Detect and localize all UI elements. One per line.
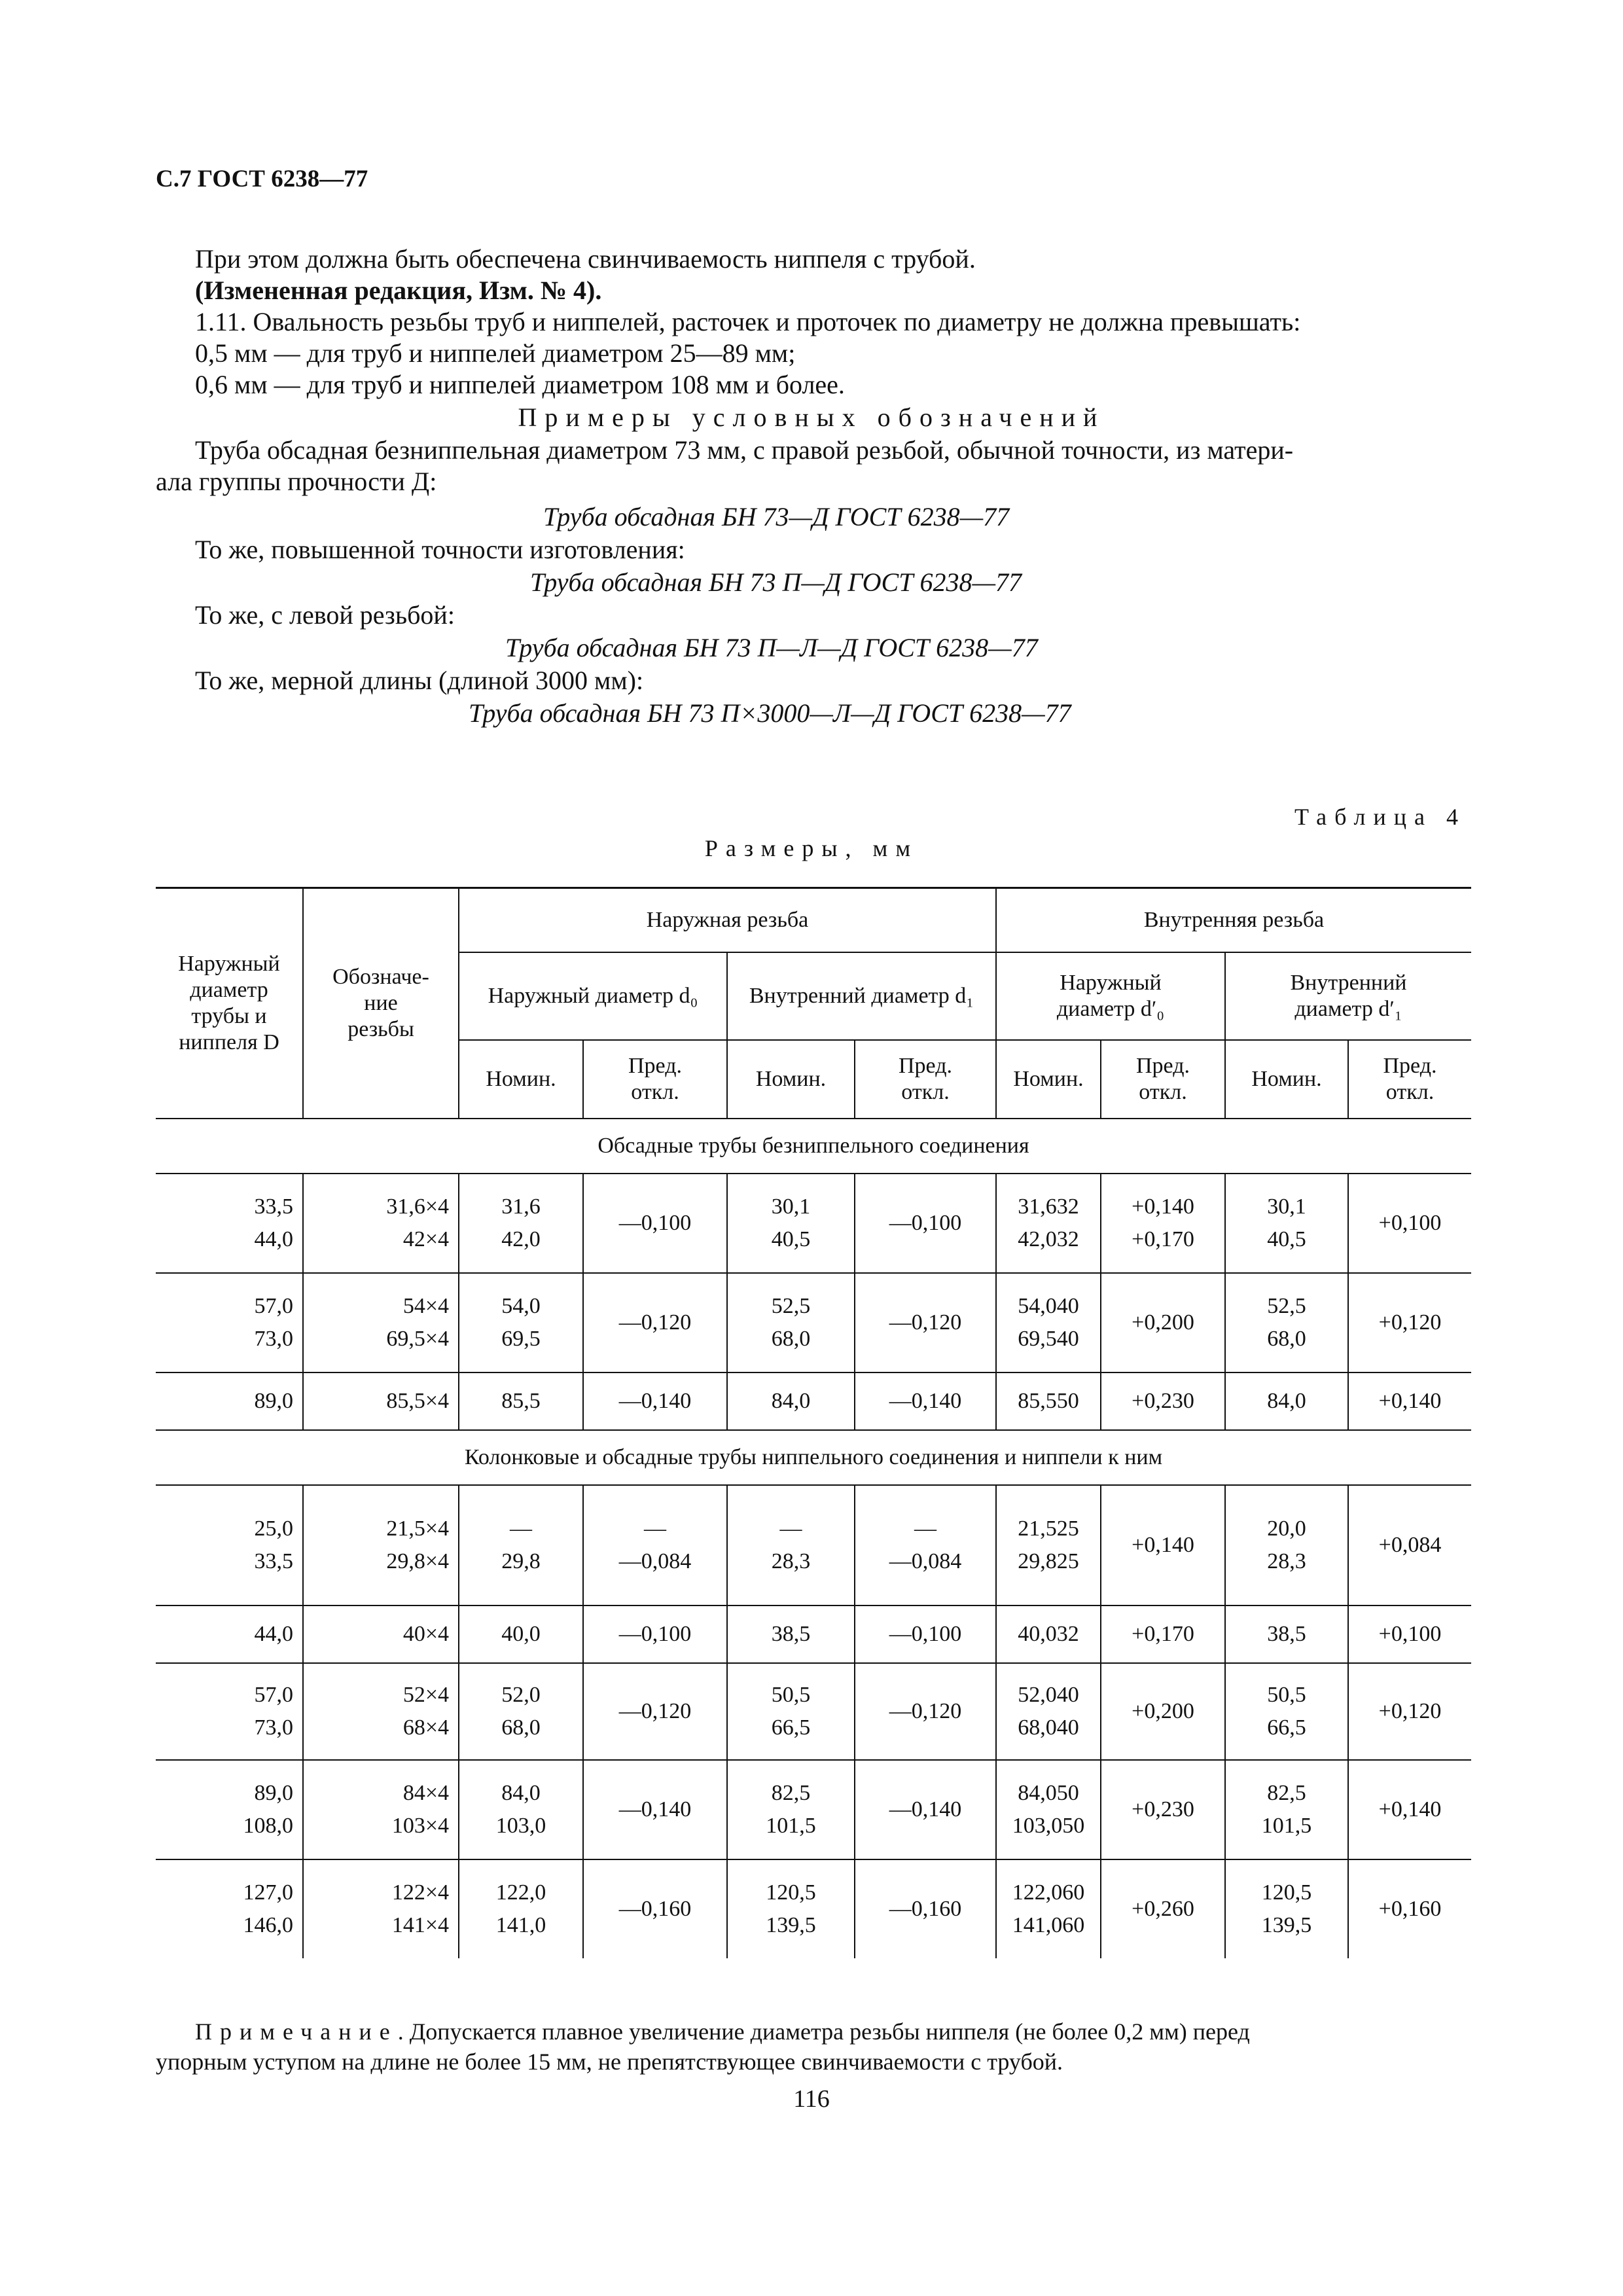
table-cell [1101,1859,1225,1958]
cell-value: 44,0 [254,1227,293,1251]
cell-value: —0,120 [618,1310,692,1335]
intro-line-1: При этом должна быть обеспечена свинчиваемость ниппеля с трубой. [195,244,976,274]
table-cell [1348,1372,1471,1430]
designation-2: Труба обсадная БН 73 П—Д ГОСТ 6238—77 [530,567,1022,597]
cell-value: —0,140 [618,1797,692,1821]
table-cell [996,1663,1101,1760]
cell-value: 52,5 [771,1294,811,1318]
table-cell [1101,1485,1225,1605]
col-header-nom: Номин. [459,1040,583,1119]
cell-value: —0,140 [889,1797,962,1821]
table-cell [583,1372,727,1430]
cell-value: +0,140 [1132,1533,1194,1557]
cell-value: —0,084 [889,1549,962,1573]
table-cell [996,1859,1101,1958]
cell-value: —0,100 [889,1211,962,1235]
cell-value: 73,0 [254,1327,293,1351]
table-cell [727,1174,855,1273]
cell-value: +0,200 [1132,1310,1194,1335]
designation-3: Труба обсадная БН 73 П—Л—Д ГОСТ 6238—77 [505,633,1038,662]
table-section-row [156,1430,1471,1485]
table-cell [583,1663,727,1760]
cell-value: +0,120 [1378,1310,1442,1335]
table-cell [855,1605,996,1663]
table-cell [303,1174,459,1273]
cell-value: 127,0 [243,1880,293,1905]
cell-value: 85,550 [1018,1389,1079,1413]
cell-value: 52,0 [501,1683,541,1707]
cell-value: 33,5 [254,1549,293,1573]
cell-value: 141×4 [391,1913,449,1937]
ovality-limit-2: 0,6 мм — для труб и ниппелей диаметром 108 мм и более. [195,370,845,399]
cell-value: — [779,1516,802,1541]
table-cell [1101,1174,1225,1273]
table-cell [459,1663,583,1760]
note-label: Примечание [195,2018,398,2045]
cell-value: 52,5 [1267,1294,1306,1318]
cell-value: 29,825 [1018,1549,1079,1573]
cell-value: —0,160 [889,1897,962,1921]
table-cell [996,1760,1101,1859]
table-cell [1101,1663,1225,1760]
table-cell [156,1859,303,1958]
col-header-nom: Номин. [996,1040,1101,1119]
table-cell [1348,1859,1471,1958]
cell-value: 73,0 [254,1715,293,1740]
cell-value: —0,084 [618,1549,692,1573]
clause-1-11: 1.11. Овальность резьбы труб и ниппелей, расточек и проточек по диаметру не должна превышать: [195,307,1301,336]
table-cell [459,1605,583,1663]
cell-value: +0,140 [1378,1389,1442,1413]
cell-value: 122×4 [391,1880,449,1905]
cell-value: 50,5 [1267,1683,1306,1707]
table-cell [459,1859,583,1958]
cell-value: 28,3 [771,1549,811,1573]
cell-value: +0,140 [1132,1194,1194,1219]
col-header-thread-designation: Обозначе- ние резьбы [303,888,459,1119]
col-header-pred: Пред. откл. [583,1040,727,1119]
cell-value: 101,5 [766,1814,816,1838]
table-cell [303,1372,459,1430]
table-cell [727,1663,855,1760]
table-cell [459,1760,583,1859]
cell-value: 120,5 [766,1880,816,1905]
table-cell [583,1760,727,1859]
cell-value: 82,5 [771,1781,811,1805]
table-cell [727,1273,855,1372]
table-cell [1225,1760,1348,1859]
table-cell [855,1174,996,1273]
table-cell [156,1605,303,1663]
cell-value: 69,5×4 [386,1327,449,1351]
table-cell [1348,1485,1471,1605]
section-title: Колонковые и обсадные трубы ниппельного соединения и ниппели к ним [156,1430,1471,1485]
cell-value: —0,120 [889,1699,962,1723]
cell-value: 122,0 [495,1880,546,1905]
cell-value: —0,100 [889,1622,962,1646]
cell-value: — [644,1516,666,1541]
cell-value: —0,140 [618,1389,692,1413]
col-header-pred: Пред. откл. [1348,1040,1471,1119]
table-cell [459,1372,583,1430]
cell-value: 89,0 [254,1389,293,1413]
cell-value: 54,040 [1018,1294,1079,1318]
table-cell [583,1485,727,1605]
cell-value: 69,5 [501,1327,541,1351]
cell-value: 68,0 [501,1715,541,1740]
table-cell [156,1760,303,1859]
cell-value: 54×4 [402,1294,449,1318]
cell-value: 57,0 [254,1294,293,1318]
table-row [156,1372,1471,1430]
table-cell [727,1605,855,1663]
table-cell [1348,1174,1471,1273]
designation-1: Труба обсадная БН 73—Д ГОСТ 6238—77 [543,502,1010,531]
table-cell [996,1273,1101,1372]
cell-value: +0,084 [1378,1533,1442,1557]
cell-value: +0,170 [1132,1622,1194,1646]
table-cell [727,1372,855,1430]
cell-value: 20,0 [1267,1516,1306,1541]
table-cell [1348,1663,1471,1760]
cell-value: 40×4 [402,1622,449,1646]
cell-value: 40,5 [771,1227,811,1251]
cell-value: 52×4 [402,1683,449,1707]
table-cell [855,1859,996,1958]
cell-value: 31,632 [1018,1194,1079,1219]
cell-value: 42×4 [402,1227,449,1251]
cell-value: 38,5 [771,1622,811,1646]
col-header-pipe-diameter: Наружный диаметр трубы и ниппеля D [156,888,303,1119]
cell-value: 31,6×4 [386,1194,449,1219]
table-cell [1225,1174,1348,1273]
ovality-limit-1: 0,5 мм — для труб и ниппелей диаметром 25—89 мм; [195,338,796,368]
cell-value: 89,0 [254,1781,293,1805]
cell-value: —0,120 [889,1310,962,1335]
table-row [156,1859,1471,1958]
page-header: С.7 ГОСТ 6238—77 [156,166,368,192]
col-header-outer-thread: Наружная резьба [459,888,996,953]
cell-value: 141,060 [1012,1913,1085,1937]
table-cell [459,1273,583,1372]
table-caption: Размеры, мм [704,835,919,861]
cell-value: 108,0 [243,1814,293,1838]
cell-value: +0,230 [1132,1389,1194,1413]
cell-value: 120,5 [1261,1880,1312,1905]
table-label: Таблица 4 [1294,804,1466,830]
table-cell [156,1663,303,1760]
page-number: 116 [793,2085,830,2113]
table-cell [1225,1273,1348,1372]
table-cell [1101,1273,1225,1372]
cell-value: 44,0 [254,1622,293,1646]
table-cell [303,1760,459,1859]
cell-value: 82,5 [1267,1781,1306,1805]
table-cell [583,1174,727,1273]
table-cell [303,1859,459,1958]
cell-value: 21,5×4 [386,1516,449,1541]
cell-value: 66,5 [1267,1715,1306,1740]
table-cell [855,1273,996,1372]
cell-value: 28,3 [1267,1549,1306,1573]
table-section-row [156,1119,1471,1174]
cell-value: 29,8 [501,1549,541,1573]
cell-value: +0,260 [1132,1897,1194,1921]
cell-value: 101,5 [1261,1814,1312,1838]
cell-value: 84×4 [402,1781,449,1805]
table-row [156,1174,1471,1273]
cell-value: — [510,1516,532,1541]
cell-value: +0,230 [1132,1797,1194,1821]
example-text-3: То же, с левой резьбой: [195,600,455,630]
cell-value: 68×4 [402,1715,449,1740]
table-row [156,1663,1471,1760]
table-cell [583,1859,727,1958]
cell-value: 69,540 [1018,1327,1079,1351]
cell-value: 139,5 [766,1913,816,1937]
table-note [195,2016,1250,2047]
cell-value: 57,0 [254,1683,293,1707]
example-text-1a: Труба обсадная безниппельная диаметром 73 мм, с правой резьбой, обычной точности, из матери- [195,435,1294,465]
col-header-inner-thread: Внутренняя резьба [996,888,1471,953]
cell-value: —0,140 [889,1389,962,1413]
table-cell [727,1760,855,1859]
cell-value: 38,5 [1267,1622,1306,1646]
cell-value: 68,0 [1267,1327,1306,1351]
table-cell [1225,1663,1348,1760]
col-header-pred: Пред. откл. [1101,1040,1225,1119]
note-text-a: . Допускается плавное увеличение диаметра резьбы ниппеля (не более 0,2 мм) перед [397,2018,1250,2045]
table-cell [727,1485,855,1605]
cell-value: 29,8×4 [386,1549,449,1573]
col-header-outer-d1: Внутренний диаметр d₁ [727,952,996,1040]
cell-value: 122,060 [1012,1880,1085,1905]
cell-value: +0,160 [1378,1897,1442,1921]
table-cell [1101,1760,1225,1859]
cell-value: —0,120 [618,1699,692,1723]
cell-value: 33,5 [254,1194,293,1219]
table-cell [1348,1760,1471,1859]
cell-value: +0,120 [1378,1699,1442,1723]
cell-value: +0,100 [1378,1211,1442,1235]
cell-value: 40,0 [501,1622,541,1646]
cell-value: —0,160 [618,1897,692,1921]
table-row [156,1273,1471,1372]
cell-value: —0,100 [618,1211,692,1235]
col-header-inner-d1: Внутренний диаметр d′₁ [1225,952,1471,1040]
cell-value: 139,5 [1261,1913,1312,1937]
table-cell [996,1174,1101,1273]
table-cell [996,1485,1101,1605]
table-cell [1225,1859,1348,1958]
table-cell [156,1273,303,1372]
table-cell [1101,1605,1225,1663]
table-cell [1225,1605,1348,1663]
table-cell [996,1605,1101,1663]
table-cell [303,1273,459,1372]
table-cell [583,1605,727,1663]
section-title: Обсадные трубы безниппельного соединения [156,1119,1471,1174]
col-header-nom: Номин. [1225,1040,1348,1119]
cell-value: 84,0 [1267,1389,1306,1413]
cell-value: —0,100 [618,1622,692,1646]
cell-value: 54,0 [501,1294,541,1318]
table-cell [303,1485,459,1605]
example-text-2: То же, повышенной точности изготовления: [195,535,685,564]
table-cell [156,1372,303,1430]
cell-value: 40,032 [1018,1622,1079,1646]
cell-value: 42,0 [501,1227,541,1251]
table-cell [855,1663,996,1760]
table-cell [1101,1372,1225,1430]
table-cell [855,1485,996,1605]
cell-value: 84,0 [771,1389,811,1413]
cell-value: 103×4 [391,1814,449,1838]
cell-value: +0,200 [1132,1699,1194,1723]
table-cell [583,1273,727,1372]
table-cell [855,1372,996,1430]
table-cell [996,1372,1101,1430]
table-cell [459,1174,583,1273]
table-cell [855,1760,996,1859]
cell-value: 68,040 [1018,1715,1079,1740]
cell-value: 50,5 [771,1683,811,1707]
dimensions-table [156,887,1471,1958]
table-cell [303,1605,459,1663]
cell-value: +0,100 [1378,1622,1442,1646]
cell-value: 66,5 [771,1715,811,1740]
table-cell [1225,1372,1348,1430]
cell-value: 31,6 [501,1194,541,1219]
cell-value: 141,0 [495,1913,546,1937]
example-text-1b: ала группы прочности Д: [156,467,437,496]
cell-value: 52,040 [1018,1683,1079,1707]
note-text-b: упорным уступом на длине не более 15 мм, не препятствующее свинчиваемости с трубой. [156,2049,1063,2075]
cell-value: 30,1 [771,1194,811,1219]
cell-value: +0,170 [1132,1227,1194,1251]
cell-value: — [914,1516,936,1541]
cell-value: 84,0 [501,1781,541,1805]
col-header-pred: Пред. откл. [855,1040,996,1119]
table-cell [156,1485,303,1605]
col-header-outer-d0: Наружный диаметр d₀ [459,952,727,1040]
cell-value: 103,0 [495,1814,546,1838]
cell-value: 21,525 [1018,1516,1079,1541]
table-cell [727,1859,855,1958]
examples-heading: Примеры условных обозначений [518,403,1105,432]
table-cell [1225,1485,1348,1605]
cell-value: 42,032 [1018,1227,1079,1251]
table-row [156,1605,1471,1663]
table-cell [156,1174,303,1273]
table-cell [459,1485,583,1605]
cell-value: 68,0 [771,1327,811,1351]
cell-value: 85,5 [501,1389,541,1413]
example-text-4: То же, мерной длины (длиной 3000 мм): [195,666,644,695]
cell-value: 30,1 [1267,1194,1306,1219]
col-header-nom: Номин. [727,1040,855,1119]
table-cell [1348,1605,1471,1663]
cell-value: 103,050 [1012,1814,1085,1838]
table-cell [1348,1273,1471,1372]
designation-4: Труба обсадная БН 73 П×3000—Л—Д ГОСТ 6238—77 [469,698,1071,728]
cell-value: 84,050 [1018,1781,1079,1805]
cell-value: 85,5×4 [386,1389,449,1413]
table-row [156,1760,1471,1859]
table-cell [303,1663,459,1760]
cell-value: 40,5 [1267,1227,1306,1251]
amendment-note: (Измененная редакция, Изм. № 4). [195,276,602,305]
table-row [156,1485,1471,1605]
col-header-inner-d0: Наружный диаметр d′₀ [996,952,1225,1040]
cell-value: 25,0 [254,1516,293,1541]
cell-value: +0,140 [1378,1797,1442,1821]
cell-value: 146,0 [243,1913,293,1937]
